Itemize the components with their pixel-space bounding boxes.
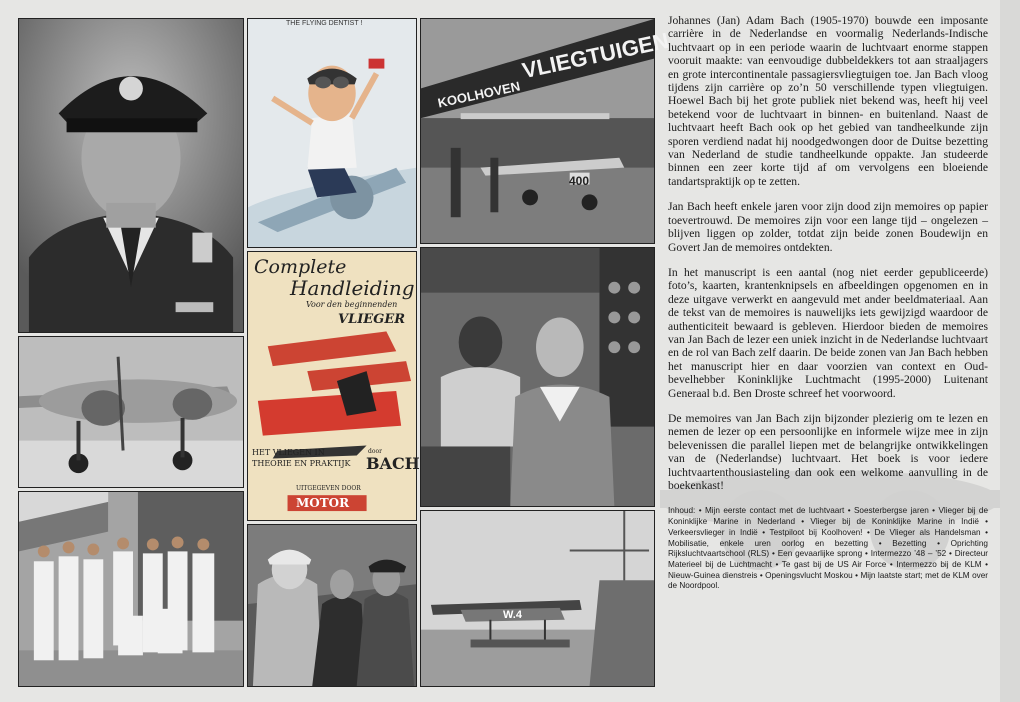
- manual-uitgegeven: UITGEGEVEN DOOR: [296, 485, 361, 492]
- photo-cockpit: [420, 247, 655, 507]
- paragraph-manuscript: In het manuscript is een aantal (nog niet eerder gepubliceerde) foto’s, kaarten, krantenknipsels en afbeeldingen opgenomen en in deze uitgave verwerkt en aangevuld met ander beeldmateriaal. Aan de tekst van de memoires is nauwelijks iets gewijzigd waardoor de authenticiteit bewaard is gebleven. Hierdoor bieden de memoires van Jan Bach de lezer een uniek inzicht in de Nederlandse luchtvaart en de rol van Bach zelf daarin. De beide zonen van Jan Bach hebben het manuscript hier en daar voorzien van context en Oud-bevelhebber Koninklijke Luchtmacht (1995-2000) Luitenant Generaal b.d. Ben Droste schreef het voorwoord.: [668, 265, 988, 400]
- paragraph-intro: Johannes (Jan) Adam Bach (1905-1970) bouwde een imposante carrière in de Nederlandse en voormalig Nederlands-Indische luchtvaart op in een periode waarin de luchtvaart enorme stappen vooruit maakte: van eenvoudige dubbeldekkers tot aan straaljagers en grote intercontinentale passagiersvliegtuigen toe. Jan Bach vloog tijdens zijn carrière op zo’n 50 verschillende typen vliegtuigen. Hoewel Bach bij het grote publiek niet bekend was, heeft hij veel betekend voor de luchtvaart in binnen- en buitenland. Naast de luchtvaart heeft Bach ook op het gebied van tandheelkunde zijn sporen verdiend nadat hij noodgedwongen door de Duitse bezetting van Nederland de studie tandheelkunde oppakte. Jan studeerde binnen een zeer korte tijd af om vervolgens een bloeiende tandartspraktijk op te zetten.: [668, 14, 988, 188]
- manual-title-1: Complete: [254, 256, 347, 278]
- manual-bottom-1: HET VLIEGEN IN: [252, 448, 325, 457]
- plane-number: 400: [569, 174, 590, 188]
- photo-cartoon-flying-dentist: [247, 18, 417, 248]
- photo-koolhoven-hangar: [420, 18, 671, 244]
- manual-door: door: [368, 448, 382, 455]
- manual-vlieger: VLIEGER: [338, 312, 406, 327]
- manual-subtitle: Voor den beginnenden: [306, 300, 398, 309]
- manual-author: BACH: [366, 454, 420, 473]
- photo-airplane: [18, 336, 244, 488]
- photo-group-officers: [18, 491, 244, 687]
- hangar-sign-vliegtuigen: VLIEGTUIGEN: [519, 27, 671, 84]
- table-of-contents: Inhoud: • Mijn eerste contact met de luchtvaart • Soesterbergse jaren • Vlieger bij de Koninklijke Marine in Nederland • Vlieger bij de Koninklijke Marine in Indië • Verkeersvlieger in Indië • Testpiloot bij Koolhoven! • De Vlieger als Handelsman • Mobilisatie, enkele uren oorlog en bezetting • Bezetting • Oprichting Rijksluchtvaartschool (RLS) • Een gevaarlijke sprong • Intermezzo ’48 – ’52 • Directeur Materieel bij de Luchtmacht • Te gast bij de US Air Force • Intermezzo bij de KLM • Nieuw-Guinea dienstreis • Openingsvlucht Moskou • Mijn laatste start; met de KLM over de Noordpool.: [668, 506, 988, 591]
- photo-manual-cover: [247, 251, 420, 521]
- photo-portrait: [18, 18, 244, 333]
- paragraph-conclusion: De memoires van Jan Bach zijn bijzonder plezierig om te lezen en nemen de lezer op een persoonlijke en informele wijze mee in zijn belevenissen die parallel liepen met de belangrijke ontwikkelingen van de (Nederlandse) luchtvaart. Het boek is voor iedere luchtvaartenthousiasteling dan ook een welkome aanvulling in de boekenkast!: [668, 411, 988, 492]
- photo-seaplane: [420, 510, 655, 687]
- manual-publisher: MOTOR: [296, 496, 350, 510]
- paragraph-memoirs: Jan Bach heeft enkele jaren voor zijn dood zijn memoires op papier toevertrouwd. De memoires zijn voor een lange tijd – ongelezen – blijven liggen op zolder, totdat zijn beide zonen Boudewijn en Govert Jan de memoires ontdekten.: [668, 200, 988, 254]
- photo-ceremony: [247, 524, 417, 687]
- manual-bottom-2: THEORIE EN PRAKTIJK: [252, 459, 351, 468]
- seaplane-code: W.4: [503, 609, 522, 621]
- cartoon-caption: THE FLYING DENTIST !: [286, 20, 363, 27]
- hangar-sign-koolhoven: KOOLHOVEN: [436, 78, 522, 111]
- text-column: [668, 14, 988, 592]
- manual-title-2: Handleiding: [290, 276, 415, 300]
